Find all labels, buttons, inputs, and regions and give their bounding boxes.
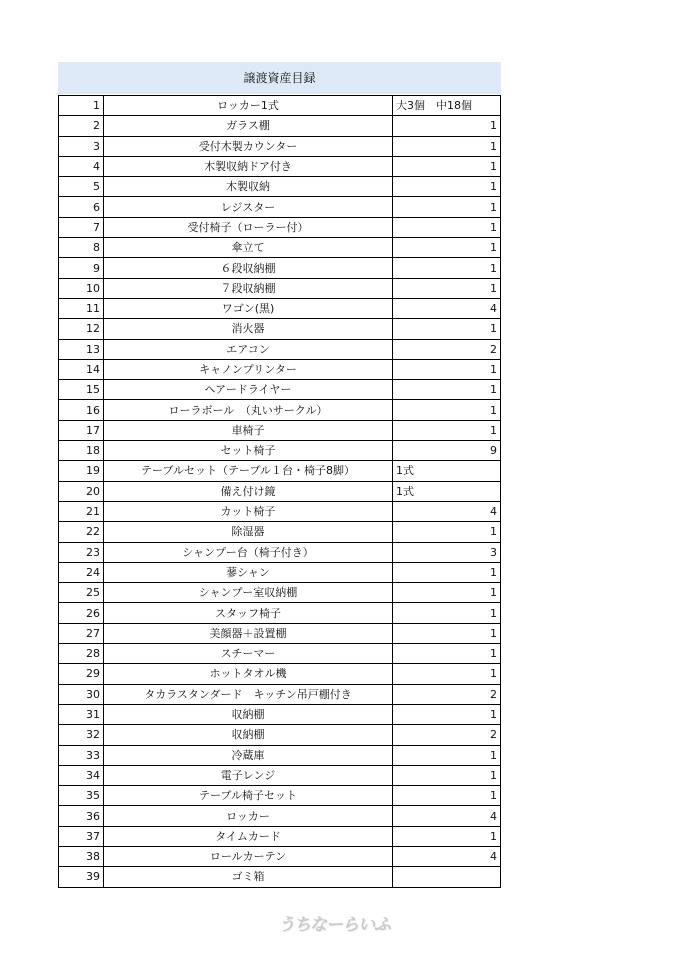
- asset-table: [58, 95, 501, 888]
- row-number: 15: [59, 380, 104, 400]
- row-number: 37: [59, 826, 104, 846]
- row-number: 4: [59, 156, 104, 176]
- item-name: シャンプー台（椅子付き）: [104, 542, 393, 562]
- item-name: 除湿器: [104, 522, 393, 542]
- table-row: [59, 684, 501, 704]
- row-number: 2: [59, 116, 104, 136]
- table-row: [59, 96, 501, 116]
- item-name: ホットタオル機: [104, 664, 393, 684]
- row-number: 23: [59, 542, 104, 562]
- item-quantity: 1: [393, 664, 501, 684]
- item-name: レジスター: [104, 197, 393, 217]
- item-quantity: 1: [393, 644, 501, 664]
- item-quantity: 1: [393, 197, 501, 217]
- table-row: [59, 197, 501, 217]
- item-quantity: 1: [393, 400, 501, 420]
- table-row: [59, 258, 501, 278]
- document-title: 譲渡資産目録: [58, 62, 501, 94]
- table-row: [59, 623, 501, 643]
- table-row: [59, 461, 501, 481]
- item-name: ７段収納棚: [104, 278, 393, 298]
- row-number: 35: [59, 786, 104, 806]
- item-quantity: 1式: [393, 461, 501, 481]
- item-name: テーブル椅子セット: [104, 786, 393, 806]
- table-row: [59, 846, 501, 866]
- item-name: ロールカーテン: [104, 846, 393, 866]
- item-name: 消火器: [104, 319, 393, 339]
- row-number: 31: [59, 704, 104, 724]
- item-quantity: 1: [393, 319, 501, 339]
- row-number: 26: [59, 603, 104, 623]
- item-name: タイムカード: [104, 826, 393, 846]
- row-number: 36: [59, 806, 104, 826]
- item-name: エアコン: [104, 339, 393, 359]
- item-quantity: 2: [393, 339, 501, 359]
- item-quantity: 1: [393, 745, 501, 765]
- row-number: 28: [59, 644, 104, 664]
- item-name: 美顔器＋設置棚: [104, 623, 393, 643]
- row-number: 6: [59, 197, 104, 217]
- item-name: 木製収納: [104, 177, 393, 197]
- item-quantity: 2: [393, 684, 501, 704]
- table-row: [59, 278, 501, 298]
- item-name: ゴミ箱: [104, 867, 393, 887]
- table-row: [59, 806, 501, 826]
- table-row: [59, 217, 501, 237]
- item-quantity: 1: [393, 258, 501, 278]
- row-number: 29: [59, 664, 104, 684]
- item-quantity: 1: [393, 278, 501, 298]
- item-name: 電子レンジ: [104, 765, 393, 785]
- item-name: テーブルセット（テーブル１台・椅子8脚）: [104, 461, 393, 481]
- row-number: 32: [59, 725, 104, 745]
- row-number: 7: [59, 217, 104, 237]
- item-quantity: 1: [393, 583, 501, 603]
- table-row: [59, 562, 501, 582]
- row-number: 21: [59, 501, 104, 521]
- table-row: [59, 826, 501, 846]
- row-number: 8: [59, 238, 104, 258]
- item-name: 木製収納ドア付き: [104, 156, 393, 176]
- row-number: 24: [59, 562, 104, 582]
- item-quantity: 4: [393, 846, 501, 866]
- table-row: [59, 664, 501, 684]
- item-quantity: 1: [393, 562, 501, 582]
- item-name: ヘアードライヤー: [104, 380, 393, 400]
- row-number: 17: [59, 420, 104, 440]
- item-quantity: [393, 867, 501, 887]
- row-number: 22: [59, 522, 104, 542]
- item-quantity: 1: [393, 238, 501, 258]
- item-quantity: 大3個 中18個: [393, 96, 501, 116]
- table-row: [59, 867, 501, 887]
- item-quantity: 1: [393, 704, 501, 724]
- row-number: 19: [59, 461, 104, 481]
- row-number: 30: [59, 684, 104, 704]
- item-name: セット椅子: [104, 441, 393, 461]
- row-number: 18: [59, 441, 104, 461]
- row-number: 11: [59, 298, 104, 318]
- row-number: 25: [59, 583, 104, 603]
- table-row: [59, 156, 501, 176]
- item-name: キャノンプリンター: [104, 359, 393, 379]
- item-name: ロッカー: [104, 806, 393, 826]
- row-number: 38: [59, 846, 104, 866]
- item-name: 傘立て: [104, 238, 393, 258]
- item-quantity: 1: [393, 623, 501, 643]
- table-row: [59, 583, 501, 603]
- item-name: 受付椅子（ローラー付）: [104, 217, 393, 237]
- item-quantity: 9: [393, 441, 501, 461]
- table-row: [59, 116, 501, 136]
- item-quantity: 4: [393, 806, 501, 826]
- item-quantity: 1: [393, 156, 501, 176]
- item-name: 冷蔵庫: [104, 745, 393, 765]
- table-row: [59, 644, 501, 664]
- asset-table-body: [59, 96, 501, 888]
- item-quantity: 1: [393, 177, 501, 197]
- table-row: [59, 339, 501, 359]
- row-number: 12: [59, 319, 104, 339]
- row-number: 34: [59, 765, 104, 785]
- item-quantity: 1: [393, 603, 501, 623]
- table-row: [59, 177, 501, 197]
- row-number: 13: [59, 339, 104, 359]
- item-name: シャンプー室収納棚: [104, 583, 393, 603]
- table-row: [59, 542, 501, 562]
- item-quantity: 3: [393, 542, 501, 562]
- row-number: 9: [59, 258, 104, 278]
- row-number: 27: [59, 623, 104, 643]
- watermark-logo: うちなーらいふ: [278, 915, 390, 935]
- row-number: 20: [59, 481, 104, 501]
- item-name: ワゴン(黒): [104, 298, 393, 318]
- row-number: 33: [59, 745, 104, 765]
- table-row: [59, 136, 501, 156]
- item-name: 受付木製カウンター: [104, 136, 393, 156]
- item-name: ガラス棚: [104, 116, 393, 136]
- item-quantity: 1: [393, 420, 501, 440]
- item-quantity: 1: [393, 786, 501, 806]
- table-row: [59, 786, 501, 806]
- table-row: [59, 745, 501, 765]
- table-row: [59, 380, 501, 400]
- item-quantity: 1式: [393, 481, 501, 501]
- item-name: カット椅子: [104, 501, 393, 521]
- row-number: 16: [59, 400, 104, 420]
- table-row: [59, 765, 501, 785]
- table-row: [59, 725, 501, 745]
- item-name: スタッフ椅子: [104, 603, 393, 623]
- table-row: [59, 238, 501, 258]
- item-name: 車椅子: [104, 420, 393, 440]
- row-number: 10: [59, 278, 104, 298]
- item-quantity: 4: [393, 298, 501, 318]
- item-quantity: 1: [393, 217, 501, 237]
- item-quantity: 1: [393, 359, 501, 379]
- item-quantity: 1: [393, 826, 501, 846]
- row-number: 14: [59, 359, 104, 379]
- item-name: ロッカー1式: [104, 96, 393, 116]
- table-row: [59, 704, 501, 724]
- item-quantity: 1: [393, 116, 501, 136]
- item-name: スチーマー: [104, 644, 393, 664]
- item-quantity: 1: [393, 380, 501, 400]
- table-row: [59, 501, 501, 521]
- item-name: タカラスタンダード キッチン吊戸棚付き: [104, 684, 393, 704]
- item-quantity: 1: [393, 765, 501, 785]
- table-row: [59, 481, 501, 501]
- item-quantity: 2: [393, 725, 501, 745]
- item-name: ６段収納棚: [104, 258, 393, 278]
- table-row: [59, 522, 501, 542]
- table-row: [59, 359, 501, 379]
- item-name: 備え付け鏡: [104, 481, 393, 501]
- item-quantity: 4: [393, 501, 501, 521]
- item-name: 収納棚: [104, 725, 393, 745]
- row-number: 5: [59, 177, 104, 197]
- row-number: 1: [59, 96, 104, 116]
- table-row: [59, 420, 501, 440]
- table-row: [59, 298, 501, 318]
- table-row: [59, 603, 501, 623]
- row-number: 3: [59, 136, 104, 156]
- table-row: [59, 400, 501, 420]
- table-row: [59, 319, 501, 339]
- item-quantity: 1: [393, 522, 501, 542]
- item-name: 収納棚: [104, 704, 393, 724]
- item-quantity: 1: [393, 136, 501, 156]
- item-name: ローラボール （丸いサークル）: [104, 400, 393, 420]
- table-row: [59, 441, 501, 461]
- row-number: 39: [59, 867, 104, 887]
- item-name: 蓼シャン: [104, 562, 393, 582]
